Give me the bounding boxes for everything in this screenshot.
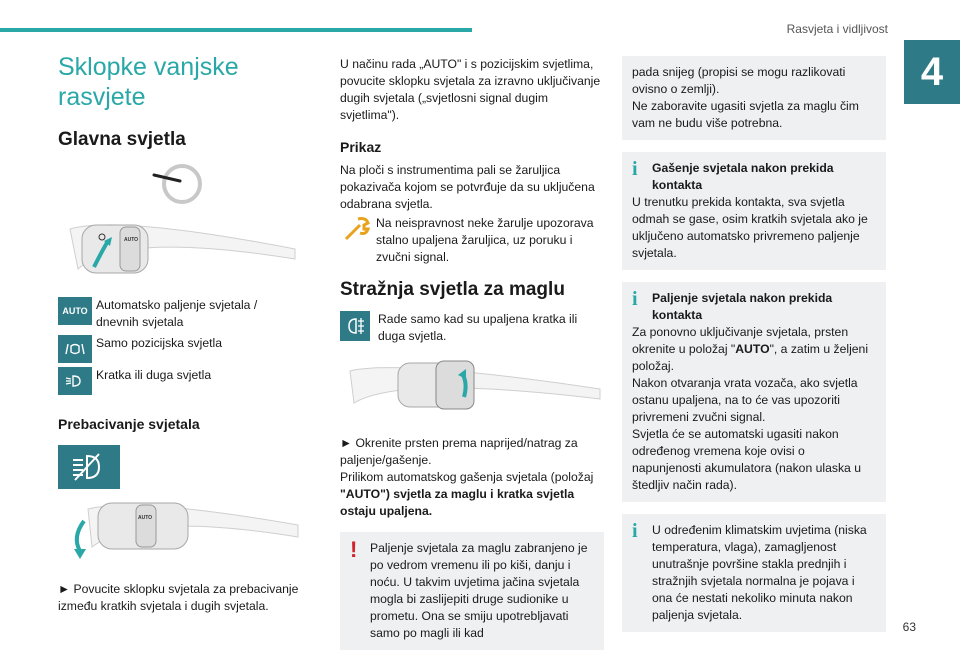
- lights-off-heading: Gašenje svjetala nakon prekida kontakta: [652, 161, 834, 192]
- light-stalk-pull-illustration: [58, 493, 302, 563]
- rear-fog-text: Rade samo kad su upaljena kratka ili duga svjetla.: [378, 312, 578, 343]
- page-heading: Sklopke vanjske rasvjete: [58, 53, 239, 111]
- climate-note: [622, 514, 886, 632]
- rear-fog-note: [340, 311, 604, 345]
- auto-intro-text: U načinu rada „AUTO" i s pozicijskim svjetlima, povucite sklopku svjetala za izravno uključivanje dugih svjetala („svjetlosni signal dugim svjetlima").: [340, 57, 601, 122]
- legend-text: Kratka ili duga svjetla: [96, 368, 212, 382]
- side-lights-icon: [58, 335, 92, 363]
- column-2: [340, 56, 604, 650]
- switching-text: ► Povucite sklopku svjetala za prebacivanje između kratkih svjetala i dugih svjetala.: [58, 582, 299, 613]
- header-accent-bar: [0, 28, 472, 32]
- reminder-text: Ne zaboravite ugasiti svjetla za maglu čim vam ne budu više potrebna.: [632, 99, 859, 130]
- door-open-text: Nakon otvaranja vrata vozača, ako svjetla ostanu upaljena, na to će vas upozoriti privremeni zvučni signal.: [632, 376, 858, 424]
- fault-text: Na neispravnost neke žarulje upozorava stalno upaljena žaruljica, uz poruku i zvučni signal.: [376, 216, 594, 264]
- info-icon: i: [632, 158, 638, 180]
- legend-item-side-lights: [58, 335, 302, 363]
- headlights-icon: [58, 367, 92, 395]
- lights-off-note: [622, 152, 886, 270]
- column-3: [622, 56, 886, 632]
- legend-list: [58, 297, 302, 395]
- info-icon: i: [632, 288, 638, 310]
- switching-heading: Prebacivanje svjetala: [58, 416, 200, 432]
- light-stalk-illustration: [60, 211, 300, 291]
- legend-item-auto: [58, 297, 302, 331]
- lights-on-heading: Paljenje svjetala nakon prekida kontakta: [652, 291, 833, 322]
- main-lights-heading: Glavna svjetla: [58, 129, 186, 150]
- fault-note: [340, 215, 604, 266]
- column-1: [58, 52, 302, 615]
- lights-off-text: U trenutku prekida kontakta, sva svjetla odmah se gase, osim kratkih svjetala ako je uključeno automatsko privremeno paljenje svjetala.: [632, 195, 868, 260]
- warning-icon: !: [350, 537, 358, 562]
- legend-item-headlights: [58, 367, 302, 395]
- legend-text: Automatsko paljenje svjetala / dnevnih svjetala: [96, 298, 258, 329]
- fog-warning-continued: [622, 56, 886, 140]
- legend-text: Samo pozicijska svjetla: [96, 336, 222, 350]
- high-beam-icon: [58, 445, 120, 489]
- turn-ring-text: ► Okrenite prsten prema naprijed/natrag za paljenje/gašenje.: [340, 436, 578, 467]
- lights-on-note: [622, 282, 886, 502]
- fog-warning-note: [340, 532, 604, 650]
- section-title: Rasvjeta i vidljivost: [786, 22, 888, 36]
- stalk-auto-label: AUTO: [138, 515, 153, 521]
- continued-text: pada snijeg (propisi se mogu razlikovati ovisno o zemlji).: [632, 65, 846, 96]
- steering-wheel-icon: [150, 161, 210, 207]
- chapter-number: 4: [904, 40, 960, 104]
- rear-fog-icon: [340, 311, 370, 341]
- fog-warning-text: Paljenje svjetala za maglu zabranjeno je po vedrom vremenu ili po kiši, danju i noću. U takvim uvjetima jačina svjetala mogla bi zaslijepiti druge sudionike u prometu. Ona se smiju upotrebljavati samo po magli ili kad: [370, 541, 588, 640]
- wrench-icon: [340, 215, 374, 243]
- auto-off-text: Prilikom automatskog gašenja svjetala (položaj "AUTO") svjetla za maglu i kratka svjetla ostaju upaljena.: [340, 470, 594, 518]
- lights-on-text: Za ponovno uključivanje svjetala, prsten okrenite u položaj "AUTO", a zatim u željeni položaj.: [632, 325, 869, 373]
- climate-text: U određenim klimatskim uvjetima (niska temperatura, vlaga), zamagljenost unutrašnje površine stakla prednjih i stražnjih svjetala normalna je pojava i ona će nestati nekoliko minuta nakon paljenja svjetala.: [652, 523, 867, 622]
- stalk-auto-label: AUTO: [124, 237, 139, 243]
- display-heading: Prikaz: [340, 139, 382, 155]
- info-icon: i: [632, 520, 638, 542]
- auto-lights-icon: AUTO: [58, 297, 92, 325]
- rear-fog-heading: Stražnja svjetla za maglu: [340, 279, 565, 300]
- auto-off-battery-text: Svjetla će se automatski ugasiti nakon određenog vremena koje ovisi o napunjenosti akumulatora (nakon ulaska u štedljiv način rada).: [632, 427, 862, 492]
- page-number: 63: [902, 620, 916, 634]
- fog-ring-illustration: [340, 353, 604, 419]
- display-text: Na ploči s instrumentima pali se žaruljica pokazivača kojom se potvrđuje da su uključena odabrana svjetla.: [340, 163, 595, 211]
